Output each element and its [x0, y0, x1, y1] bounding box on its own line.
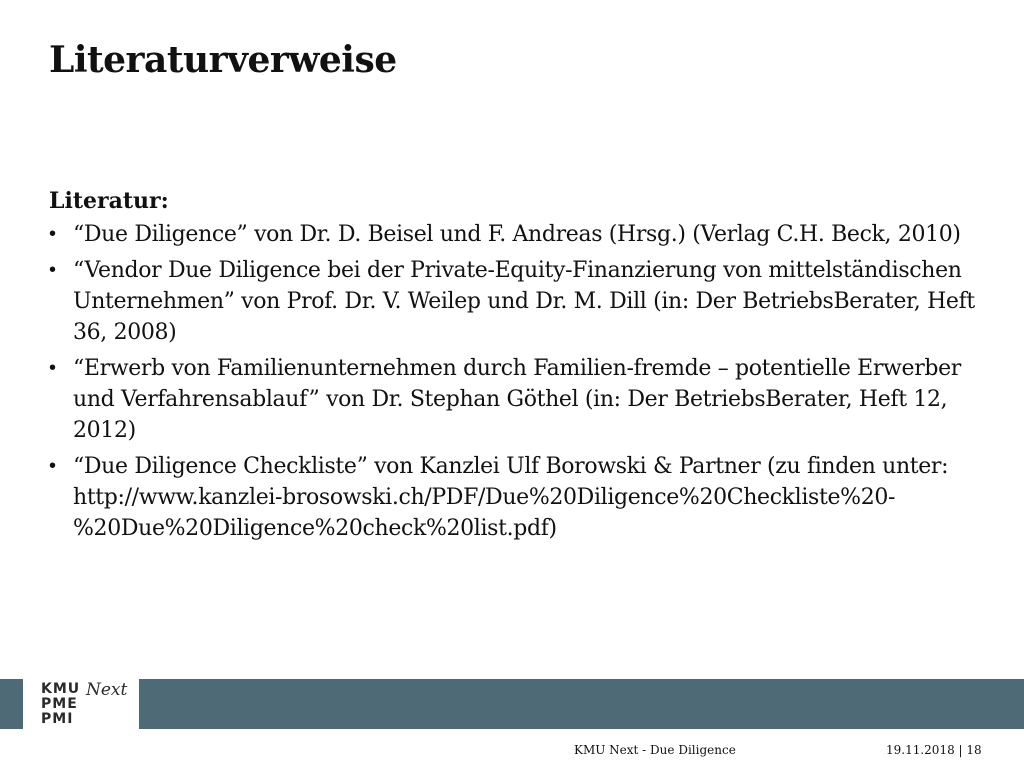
reference-text: “Erwerb von Familienunternehmen durch Familien-fremde – potentielle Erwerber und Verfahrensablauf” von Dr. Stephan Göthel (in: Der BetriebsBerater, Heft 12, 2012) [73, 356, 961, 443]
bullet-icon: • [49, 357, 56, 379]
reference-text: “Due Diligence” von Dr. D. Beisel und F. Andreas (Hrsg.) (Verlag C.H. Beck, 2010) [73, 222, 961, 247]
logo-pmi-text: PMI [41, 711, 74, 727]
reference-item [49, 353, 999, 446]
bullet-icon: • [49, 259, 56, 281]
reference-item [49, 451, 999, 544]
reference-text: “Vendor Due Diligence bei der Private-Equity-Finanzierung von mittelständischen Unternehmen” von Prof. Dr. V. Weilep und Dr. M. Dill (in: Der BetriebsBerater, Heft 36, 2008) [73, 258, 975, 345]
reference-list [49, 219, 999, 544]
slide-title: Literaturverweise [49, 39, 397, 81]
logo-kmu-text: KMU [41, 681, 81, 697]
reference-text: “Due Diligence Checkliste” von Kanzlei Ulf Borowski & Partner (zu finden unter: http://www.kanzlei-brosowski.ch/PDF/Due%20Diligence%20Checkliste%20-%20Due%20Diligence%20check%20list.pdf) [73, 454, 949, 541]
footer-title: KMU Next - Due Diligence [574, 743, 736, 757]
reference-item [49, 219, 999, 250]
footer-band [0, 679, 1024, 729]
logo-next-text: Next [86, 680, 128, 700]
reference-item [49, 255, 999, 348]
logo-pme-text: PME [41, 696, 78, 712]
bullet-icon: • [49, 223, 56, 245]
section-heading: Literatur: [49, 188, 169, 214]
slide-content [49, 185, 999, 549]
bullet-icon: • [49, 455, 56, 477]
footer-date-page: 19.11.2018 | 18 [886, 743, 982, 757]
kmu-next-logo [23, 679, 139, 729]
